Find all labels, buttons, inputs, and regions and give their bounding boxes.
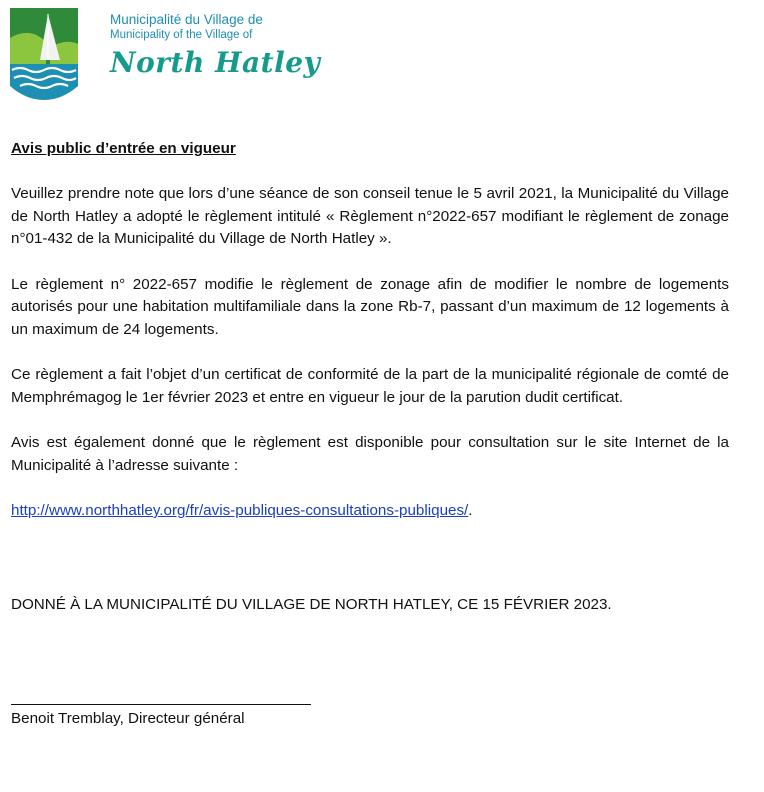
org-name: North Hatley (110, 46, 321, 79)
signature-line (11, 704, 311, 705)
notice-paragraph-1: Veuillez prendre note que lors d’une séance de son conseil tenue le 5 avril 2021, la Municipalité du Village de North Hatley a adopté le règlement intitulé « Règlement n°2022-657 modifiant le règlement de zonage n°01-432 de la Municipalité du Village de North Hatley ». (11, 185, 729, 247)
notice-paragraph-4: Avis est également donné que le règlement est disponible pour consultation sur le site Internet de la Municipalité à l’adresse suivante : (11, 434, 729, 474)
link-line (11, 500, 729, 523)
notice-paragraph-2: Le règlement n° 2022-657 modifie le règlement de zonage afin de modifier le nombre de logements autorisés pour une habitation multifamiliale dans la zone Rb-7, passant d’un maximum de 12 logements à un maximum de 24 logements. (11, 275, 729, 338)
signatory: Benoit Tremblay, Directeur général (11, 710, 245, 727)
consultation-link[interactable]: http://www.northhatley.org/fr/avis-publiques-consultations-publiques/ (11, 502, 469, 519)
notice-paragraph-3: Ce règlement a fait l’objet d’un certificat de conformité de la part de la municipalité régionale de comté de Memphrémagog le 1er février 2023 et entre en vigueur le jour de la parution dudit certificat. (11, 366, 729, 406)
municipality-logo (10, 8, 80, 100)
link-suffix: . (468, 502, 473, 519)
notice-title: Avis public d’entrée en vigueur (11, 140, 236, 157)
org-name-english: Municipality of the Village of (110, 29, 253, 41)
given-statement: DONNÉ À LA MUNICIPALITÉ DU VILLAGE DE NORTH HATLEY, CE 15 FÉVRIER 2023. (11, 596, 612, 613)
letterhead (10, 8, 321, 103)
org-name-french: Municipalité du Village de (110, 12, 263, 27)
notice-body (11, 138, 729, 523)
